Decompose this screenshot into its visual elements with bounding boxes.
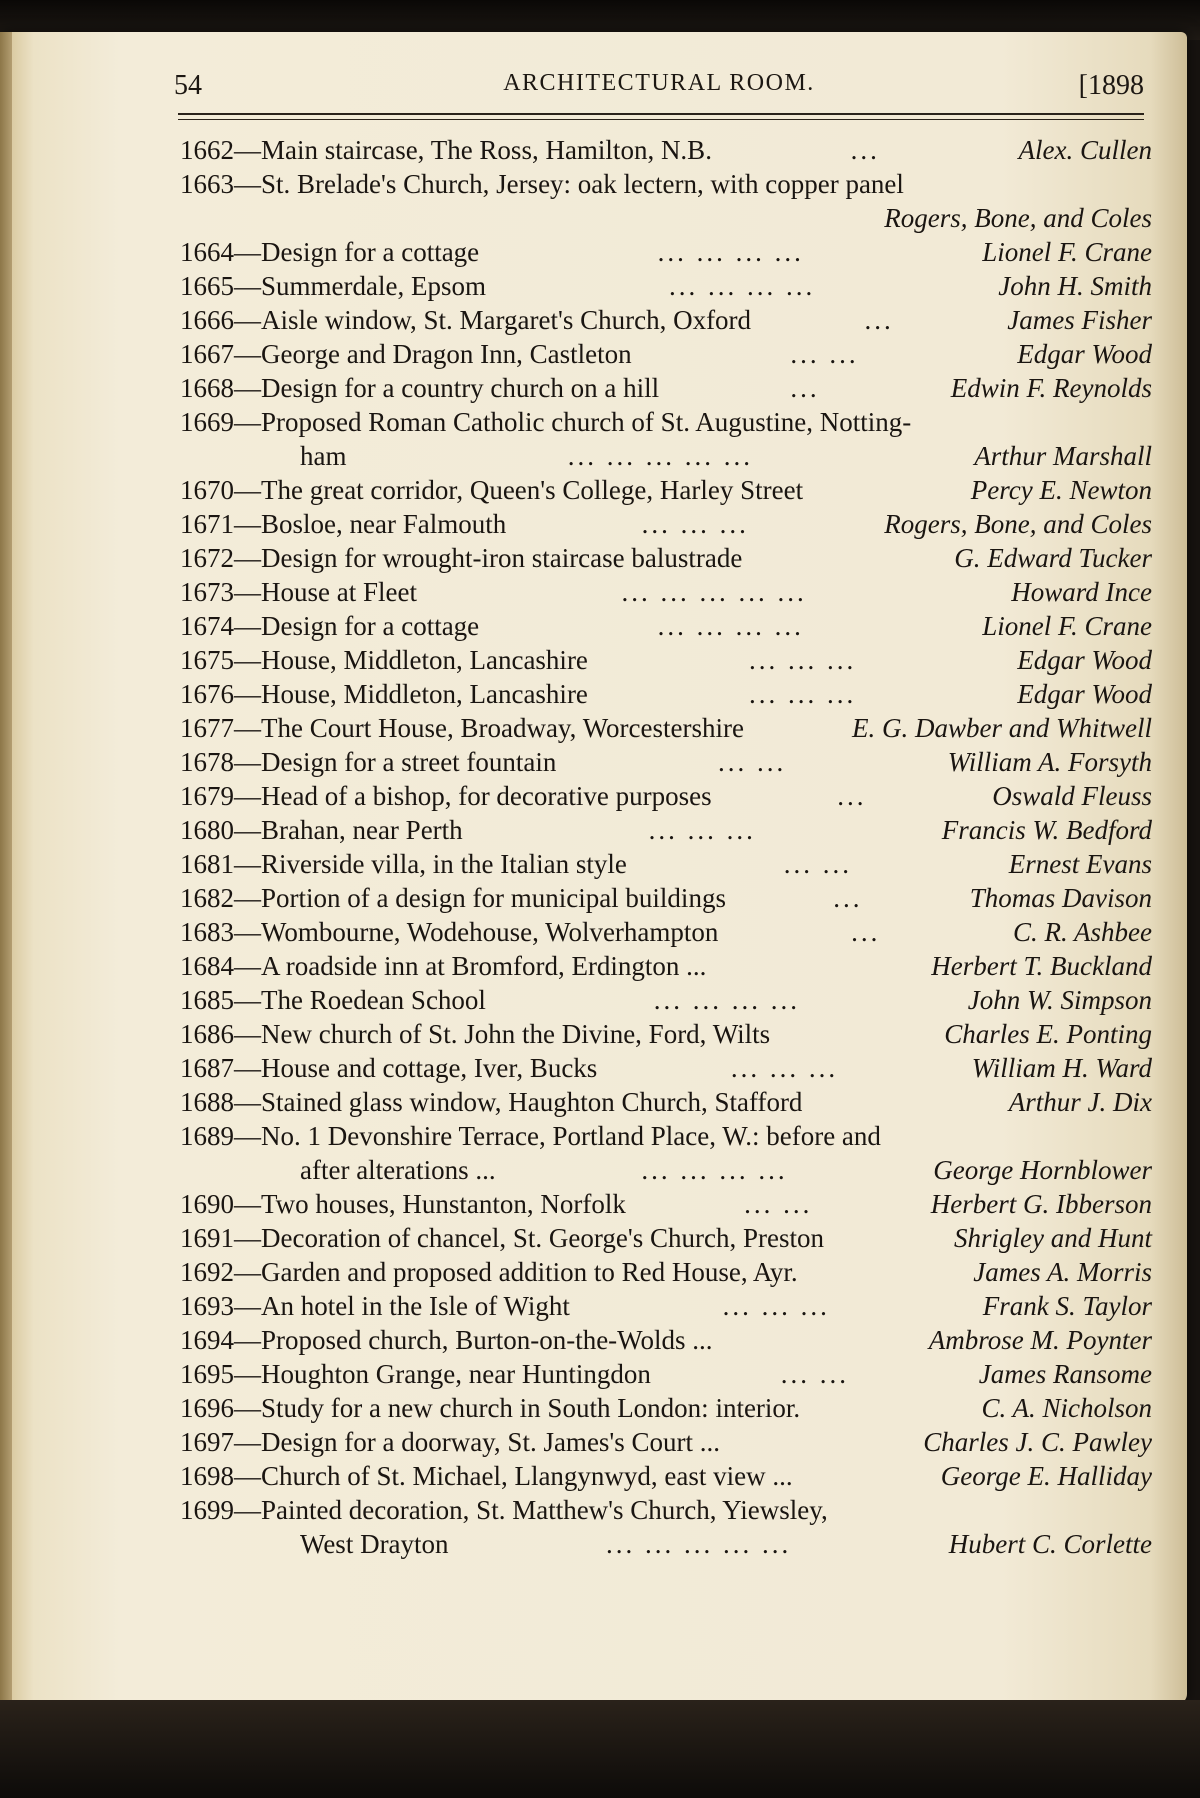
entry-title: Design for a cottage	[261, 237, 480, 267]
entry-architect: Ernest Evans	[1008, 849, 1152, 879]
entry-title: Study for a new church in South London: interior.	[261, 1393, 801, 1423]
catalogue-entry	[180, 1085, 1152, 1119]
entry-dash: —	[234, 237, 261, 267]
entry-title: Aisle window, St. Margaret's Church, Oxford	[261, 305, 752, 335]
entry-line	[180, 609, 1152, 643]
entry-title: An hotel in the Isle of Wight	[261, 1291, 570, 1321]
entry-architect: Charles J. C. Pawley	[923, 1427, 1152, 1457]
entry-architect: Herbert G. Ibberson	[930, 1189, 1152, 1219]
entry-title-continued: after alterations ...	[300, 1155, 496, 1185]
entry-dash: —	[234, 1461, 261, 1491]
entry-number: 1691	[180, 1223, 234, 1253]
entry-dash: —	[234, 135, 261, 165]
entry-leader-dots: ...	[790, 373, 820, 403]
entry-title: Design for wrought-iron staircase balustrade	[261, 543, 743, 573]
entry-line	[180, 1459, 1152, 1493]
catalogue-entry	[180, 1119, 1152, 1187]
entry-line	[180, 1255, 1152, 1289]
entry-line	[180, 371, 1152, 405]
entry-architect: Edgar Wood	[1017, 679, 1152, 709]
entry-number: 1679	[180, 781, 234, 811]
entry-architect: C. A. Nicholson	[981, 1393, 1152, 1423]
entry-title: Garden and proposed addition to Red House, Ayr.	[261, 1257, 798, 1287]
entry-title: Design for a cottage	[261, 611, 480, 641]
entry-dash: —	[234, 169, 261, 199]
entry-title: St. Brelade's Church, Jersey: oak lectern, with copper panel	[261, 169, 904, 199]
entry-architect: Shrigley and Hunt	[954, 1223, 1152, 1253]
entry-architect: Charles E. Ponting	[944, 1019, 1152, 1049]
entry-title: Church of St. Michael, Llangynwyd, east view ...	[261, 1461, 793, 1491]
entry-line	[180, 1289, 1152, 1323]
entry-dash: —	[234, 645, 261, 675]
catalogue-entry	[180, 269, 1152, 303]
entry-architect: John W. Simpson	[967, 985, 1152, 1015]
entry-number: 1675	[180, 645, 234, 675]
entry-leader-dots: ...	[837, 781, 867, 811]
entry-number: 1690	[180, 1189, 234, 1219]
entry-leader-dots: ... ... ...	[641, 509, 749, 539]
entry-line	[180, 541, 1152, 575]
entry-leader-dots: ...	[833, 883, 863, 913]
entry-title: Main staircase, The Ross, Hamilton, N.B.	[261, 135, 712, 165]
catalogue-entry	[180, 507, 1152, 541]
entry-number: 1677	[180, 713, 234, 743]
entry-number: 1695	[180, 1359, 234, 1389]
entry-leader-dots: ... ...	[783, 849, 852, 879]
entry-line	[180, 949, 1152, 983]
catalogue-entry	[180, 1391, 1152, 1425]
entry-line	[180, 847, 1152, 881]
catalogue-entry	[180, 1425, 1152, 1459]
entry-dash: —	[234, 509, 261, 539]
entry-number: 1692	[180, 1257, 234, 1287]
entry-number: 1686	[180, 1019, 234, 1049]
entry-line	[180, 779, 1152, 813]
entry-title: Brahan, near Perth	[261, 815, 463, 845]
entry-dash: —	[234, 747, 261, 777]
entry-number: 1668	[180, 373, 234, 403]
entry-title: A roadside inn at Bromford, Erdington ...	[261, 951, 707, 981]
entry-title: Design for a doorway, St. James's Court ...	[261, 1427, 721, 1457]
entry-line	[180, 405, 1152, 439]
entry-title: Head of a bishop, for decorative purposes	[261, 781, 712, 811]
entry-line	[180, 1323, 1152, 1357]
entry-number: 1662	[180, 135, 234, 165]
entry-dash: —	[234, 1087, 261, 1117]
entry-title: House, Middleton, Lancashire	[261, 645, 588, 675]
entry-leader-dots: ... ...	[780, 1359, 849, 1389]
entry-line	[180, 813, 1152, 847]
entry-architect: Francis W. Bedford	[941, 815, 1152, 845]
entry-leader-dots: ... ... ... ...	[653, 985, 800, 1015]
entry-leader-dots: ...	[850, 135, 880, 165]
entry-number: 1688	[180, 1087, 234, 1117]
entry-dash: —	[234, 1257, 261, 1287]
entry-line	[180, 983, 1152, 1017]
entry-line	[180, 1017, 1152, 1051]
entry-dash: —	[234, 543, 261, 573]
catalogue-entry	[180, 1221, 1152, 1255]
catalogue-entry	[180, 541, 1152, 575]
entry-line	[180, 1187, 1152, 1221]
catalogue-entry	[180, 167, 1152, 235]
book-spine	[0, 32, 12, 1704]
entry-leader-dots: ... ...	[790, 339, 859, 369]
entry-number: 1671	[180, 509, 234, 539]
entry-dash: —	[234, 1291, 261, 1321]
catalogue-entry	[180, 745, 1152, 779]
entry-number: 1666	[180, 305, 234, 335]
entry-architect: James Ransome	[978, 1359, 1152, 1389]
catalogue-entry	[180, 1255, 1152, 1289]
catalogue-entry	[180, 983, 1152, 1017]
entry-title: Design for a country church on a hill	[261, 373, 660, 403]
entry-title-continued: ham	[300, 441, 347, 471]
entry-title: Design for a street fountain	[261, 747, 557, 777]
catalogue-entry	[180, 609, 1152, 643]
entry-line	[180, 677, 1152, 711]
entry-leader-dots: ... ... ... ...	[668, 271, 816, 301]
entry-architect: Arthur Marshall	[974, 441, 1152, 471]
entry-dash: —	[234, 985, 261, 1015]
entry-leader-dots: ... ... ... ... ...	[621, 577, 807, 607]
catalogue-entry	[180, 575, 1152, 609]
entry-number: 1663	[180, 169, 234, 199]
page-title: ARCHITECTURAL ROOM.	[503, 70, 815, 96]
entry-number: 1664	[180, 237, 234, 267]
entry-number: 1680	[180, 815, 234, 845]
entry-dash: —	[234, 1121, 261, 1151]
entry-title: Portion of a design for municipal buildings	[261, 883, 726, 913]
entry-line	[180, 1425, 1152, 1459]
entry-leader-dots: ... ... ...	[748, 679, 857, 709]
entry-number: 1687	[180, 1053, 234, 1083]
entry-dash: —	[234, 339, 261, 369]
entry-architect: Ambrose M. Poynter	[928, 1325, 1152, 1355]
catalogue-entries	[180, 133, 1152, 1561]
entry-line	[180, 1051, 1152, 1085]
entry-title: Wombourne, Wodehouse, Wolverhampton	[261, 917, 719, 947]
entry-dash: —	[234, 1427, 261, 1457]
entry-dash: —	[234, 679, 261, 709]
entry-leader-dots: ... ... ... ... ...	[606, 1529, 792, 1559]
entry-architect: George Hornblower	[933, 1155, 1152, 1185]
catalogue-entry	[180, 1323, 1152, 1357]
entry-line	[180, 1493, 1152, 1527]
catalogue-entry	[180, 915, 1152, 949]
entry-leader-dots: ...	[851, 917, 881, 947]
entry-dash: —	[234, 1223, 261, 1253]
entry-line	[180, 133, 1152, 167]
entry-architect: James Fisher	[1007, 305, 1152, 335]
entry-architect: James A. Morris	[973, 1257, 1152, 1287]
catalogue-entry	[180, 405, 1152, 473]
entry-title: Proposed church, Burton-on-the-Wolds ...	[261, 1325, 713, 1355]
catalogue-entry	[180, 1051, 1152, 1085]
entry-dash: —	[234, 1325, 261, 1355]
entry-title: Bosloe, near Falmouth	[261, 509, 507, 539]
entry-line-continued	[180, 1153, 1152, 1187]
entry-title: Painted decoration, St. Matthew's Church, Yiewsley,	[261, 1495, 828, 1525]
entry-line	[180, 575, 1152, 609]
entry-number: 1682	[180, 883, 234, 913]
entry-architect: Edgar Wood	[1017, 339, 1152, 369]
entry-leader-dots: ... ... ... ...	[657, 237, 804, 267]
entry-dash: —	[234, 1053, 261, 1083]
catalogue-entry	[180, 1017, 1152, 1051]
entry-line	[180, 167, 1152, 201]
entry-architect: Oswald Fleuss	[992, 781, 1152, 811]
entry-line-continued	[180, 1527, 1152, 1561]
entry-dash: —	[234, 305, 261, 335]
entry-dash: —	[234, 475, 261, 505]
entry-architect: C. R. Ashbee	[1013, 917, 1152, 947]
entry-leader-dots: ... ... ...	[730, 1053, 839, 1083]
entry-number: 1696	[180, 1393, 234, 1423]
entry-leader-dots: ... ... ...	[748, 645, 857, 675]
entry-dash: —	[234, 1393, 261, 1423]
entry-line-continued	[180, 439, 1152, 473]
entry-title: Stained glass window, Haughton Church, Stafford	[261, 1087, 803, 1117]
entry-title: The Court House, Broadway, Worcestershire	[261, 713, 744, 743]
entry-architect: Howard Ince	[1011, 577, 1152, 607]
page-year: [1898	[1078, 70, 1144, 101]
catalogue-entry	[180, 949, 1152, 983]
entry-number: 1699	[180, 1495, 234, 1525]
entry-line	[180, 473, 1152, 507]
catalogue-entry	[180, 881, 1152, 915]
entry-dash: —	[234, 577, 261, 607]
entry-architect: E. G. Dawber and Whitwell	[852, 713, 1152, 743]
entry-line	[180, 507, 1152, 541]
catalogue-entry	[180, 371, 1152, 405]
entry-title: Summerdale, Epsom	[261, 271, 486, 301]
catalogue-entry	[180, 779, 1152, 813]
entry-architect: Lionel F. Crane	[982, 611, 1152, 641]
entry-dash: —	[234, 373, 261, 403]
entry-line	[180, 745, 1152, 779]
entry-architect: Rogers, Bone, and Coles	[884, 509, 1152, 539]
entry-line	[180, 235, 1152, 269]
entry-title: Proposed Roman Catholic church of St. Augustine, Notting-	[261, 407, 912, 437]
entry-number: 1681	[180, 849, 234, 879]
entry-title: The Roedean School	[261, 985, 486, 1015]
entry-title: House and cottage, Iver, Bucks	[261, 1053, 598, 1083]
entry-leader-dots: ... ... ...	[648, 815, 756, 845]
catalogue-entry	[180, 677, 1152, 711]
entry-line	[180, 337, 1152, 371]
entry-dash: —	[234, 1359, 261, 1389]
entry-title: New church of St. John the Divine, Ford, Wilts	[261, 1019, 771, 1049]
entry-number: 1672	[180, 543, 234, 573]
entry-leader-dots: ... ...	[744, 1189, 813, 1219]
entry-leader-dots: ... ... ... ...	[657, 611, 804, 641]
entry-number: 1685	[180, 985, 234, 1015]
entry-number: 1693	[180, 1291, 234, 1321]
entry-number: 1683	[180, 917, 234, 947]
entry-title: Riverside villa, in the Italian style	[261, 849, 627, 879]
entry-title: No. 1 Devonshire Terrace, Portland Place, W.: before and	[261, 1121, 881, 1151]
entry-title: Two houses, Hunstanton, Norfolk	[261, 1189, 626, 1219]
running-header	[174, 62, 1144, 110]
entry-dash: —	[234, 917, 261, 947]
entry-architect: Lionel F. Crane	[982, 237, 1152, 267]
catalogue-entry	[180, 473, 1152, 507]
entry-leader-dots: ... ... ... ...	[641, 1155, 788, 1185]
catalogue-entry	[180, 337, 1152, 371]
catalogue-entry	[180, 711, 1152, 745]
catalogue-entry	[180, 235, 1152, 269]
entry-dash: —	[234, 1019, 261, 1049]
entry-architect: George E. Halliday	[940, 1461, 1152, 1491]
entry-line	[180, 643, 1152, 677]
entry-title: George and Dragon Inn, Castleton	[261, 339, 632, 369]
catalogue-entry	[180, 1493, 1152, 1561]
header-rule-thin	[178, 119, 1144, 120]
entry-title: House, Middleton, Lancashire	[261, 679, 588, 709]
entry-title: Decoration of chancel, St. George's Church, Preston	[261, 1223, 824, 1253]
catalogue-entry	[180, 1187, 1152, 1221]
entry-line	[180, 1391, 1152, 1425]
entry-dash: —	[234, 781, 261, 811]
entry-number: 1667	[180, 339, 234, 369]
entry-number: 1673	[180, 577, 234, 607]
entry-line	[180, 269, 1152, 303]
entry-title: House at Fleet	[261, 577, 417, 607]
entry-line-architect	[180, 201, 1152, 235]
entry-dash: —	[234, 1495, 261, 1525]
entry-architect: Herbert T. Buckland	[931, 951, 1152, 981]
entry-number: 1676	[180, 679, 234, 709]
entry-title: Houghton Grange, near Huntingdon	[261, 1359, 651, 1389]
entry-architect: Thomas Davison	[969, 883, 1152, 913]
entry-line	[180, 711, 1152, 745]
entry-architect: Hubert C. Corlette	[948, 1529, 1152, 1559]
entry-line	[180, 303, 1152, 337]
entry-architect: Percy E. Newton	[970, 475, 1152, 505]
entry-dash: —	[234, 815, 261, 845]
entry-number: 1674	[180, 611, 234, 641]
entry-architect: Edwin F. Reynolds	[950, 373, 1152, 403]
entry-dash: —	[234, 883, 261, 913]
entry-title: The great corridor, Queen's College, Harley Street	[261, 475, 804, 505]
entry-number: 1665	[180, 271, 234, 301]
entry-line	[180, 1119, 1152, 1153]
entry-dash: —	[234, 1189, 261, 1219]
entry-title-continued: West Drayton	[300, 1529, 449, 1559]
entry-leader-dots: ... ... ... ... ...	[567, 441, 753, 471]
entry-line	[180, 915, 1152, 949]
entry-line	[180, 1085, 1152, 1119]
entry-leader-dots: ... ...	[717, 747, 787, 777]
catalogue-entry	[180, 303, 1152, 337]
entry-dash: —	[234, 611, 261, 641]
entry-architect: Alex. Cullen	[1018, 135, 1152, 165]
entry-dash: —	[234, 271, 261, 301]
entry-architect: Frank S. Taylor	[982, 1291, 1152, 1321]
entry-architect: Edgar Wood	[1017, 645, 1152, 675]
photo-bottom-edge	[0, 1700, 1200, 1798]
entry-line	[180, 881, 1152, 915]
entry-architect: G. Edward Tucker	[954, 543, 1152, 573]
entry-number: 1694	[180, 1325, 234, 1355]
catalogue-entry	[180, 813, 1152, 847]
catalogue-entry	[180, 1289, 1152, 1323]
entry-architect: John H. Smith	[998, 271, 1152, 301]
entry-number: 1697	[180, 1427, 234, 1457]
catalogue-entry	[180, 643, 1152, 677]
catalogue-entry	[180, 847, 1152, 881]
catalogue-entry	[180, 133, 1152, 167]
catalogue-entry	[180, 1459, 1152, 1493]
entry-leader-dots: ...	[864, 305, 894, 335]
entry-leader-dots: ... ... ...	[722, 1291, 830, 1321]
entry-architect: Rogers, Bone, and Coles	[884, 203, 1152, 233]
entry-architect: Arthur J. Dix	[1008, 1087, 1152, 1117]
header-rule-thick	[178, 113, 1144, 115]
entry-number: 1670	[180, 475, 234, 505]
entry-number: 1689	[180, 1121, 234, 1151]
entry-dash: —	[234, 713, 261, 743]
entry-dash: —	[234, 849, 261, 879]
entry-line	[180, 1221, 1152, 1255]
entry-number: 1684	[180, 951, 234, 981]
entry-dash: —	[234, 407, 261, 437]
entry-number: 1678	[180, 747, 234, 777]
page-number: 54	[174, 70, 202, 101]
entry-line	[180, 1357, 1152, 1391]
entry-number: 1669	[180, 407, 234, 437]
entry-architect: William H. Ward	[971, 1053, 1152, 1083]
entry-dash: —	[234, 951, 261, 981]
entry-number: 1698	[180, 1461, 234, 1491]
entry-architect: William A. Forsyth	[947, 747, 1152, 777]
catalogue-entry	[180, 1357, 1152, 1391]
